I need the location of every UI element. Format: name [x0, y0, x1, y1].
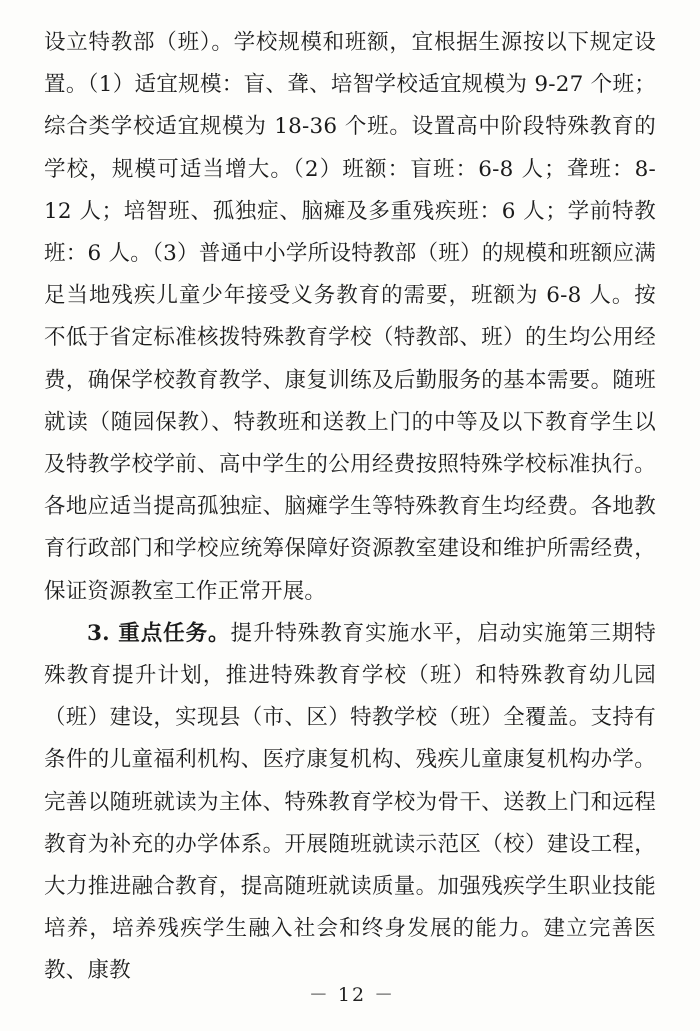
section-heading-label: 3. 重点任务。	[87, 620, 231, 646]
page-number: － 12 －	[308, 984, 396, 1006]
section-body-text: 提升特殊教育实施水平，启动实施第三期特殊教育提升计划，推进特殊教育学校（班）和特殊教育幼儿园（班）建设，实现县（市、区）特教学校（班）全覆盖。支持有条件的儿童福利机构、医疗康复机构、残疾儿童康复机构办学。完善以随班就读为主体、特殊教育学校为骨干、送教上门和远程教育为补充的办学体系。开展随班就读示范区（校）建设工程，大力推进融合教育，提高随班就读质量。加强残疾学生职业技能培养，培养残疾学生融入社会和终身发展的能力。建立完善医教、康教	[44, 620, 656, 984]
paragraph-continuation: 设立特教部（班）。学校规模和班额，宜根据生源按以下规定设置。（1）适宜规模：盲、聋、培智学校适宜规模为 9-27 个班；综合类学校适宜规模为 18-36 个班。设置高中阶段特殊教育的学校，规模可适当增大。（2）班额：盲班：6-8 人；聋班：8-12 人；培智班、孤独症、脑瘫及多重残疾班：6 人；学前特教班：6 人。（3）普通中小学所设特教部（班）的规模和班额应满足当地残疾儿童少年接受义务教育的需要，班额为 6-8 人。按不低于省定标准核拨特殊教育学校（特教部、班）的生均公用经费，确保学校教育教学、康复训练及后勤服务的基本需要。随班就读（随园保教）、特教班和送教上门的中等及以下教育学生以及特教学校学前、高中学生的公用经费按照特殊学校标准执行。各地应适当提高孤独症、脑瘫学生等特殊教育生均经费。各地教育行政部门和学校应统筹保障好资源教室建设和维护所需经费，保证资源教室工作正常开展。	[44, 30, 656, 604]
page-footer	[0, 980, 700, 1007]
paragraph-key-tasks	[44, 613, 656, 993]
page-body	[44, 22, 656, 993]
